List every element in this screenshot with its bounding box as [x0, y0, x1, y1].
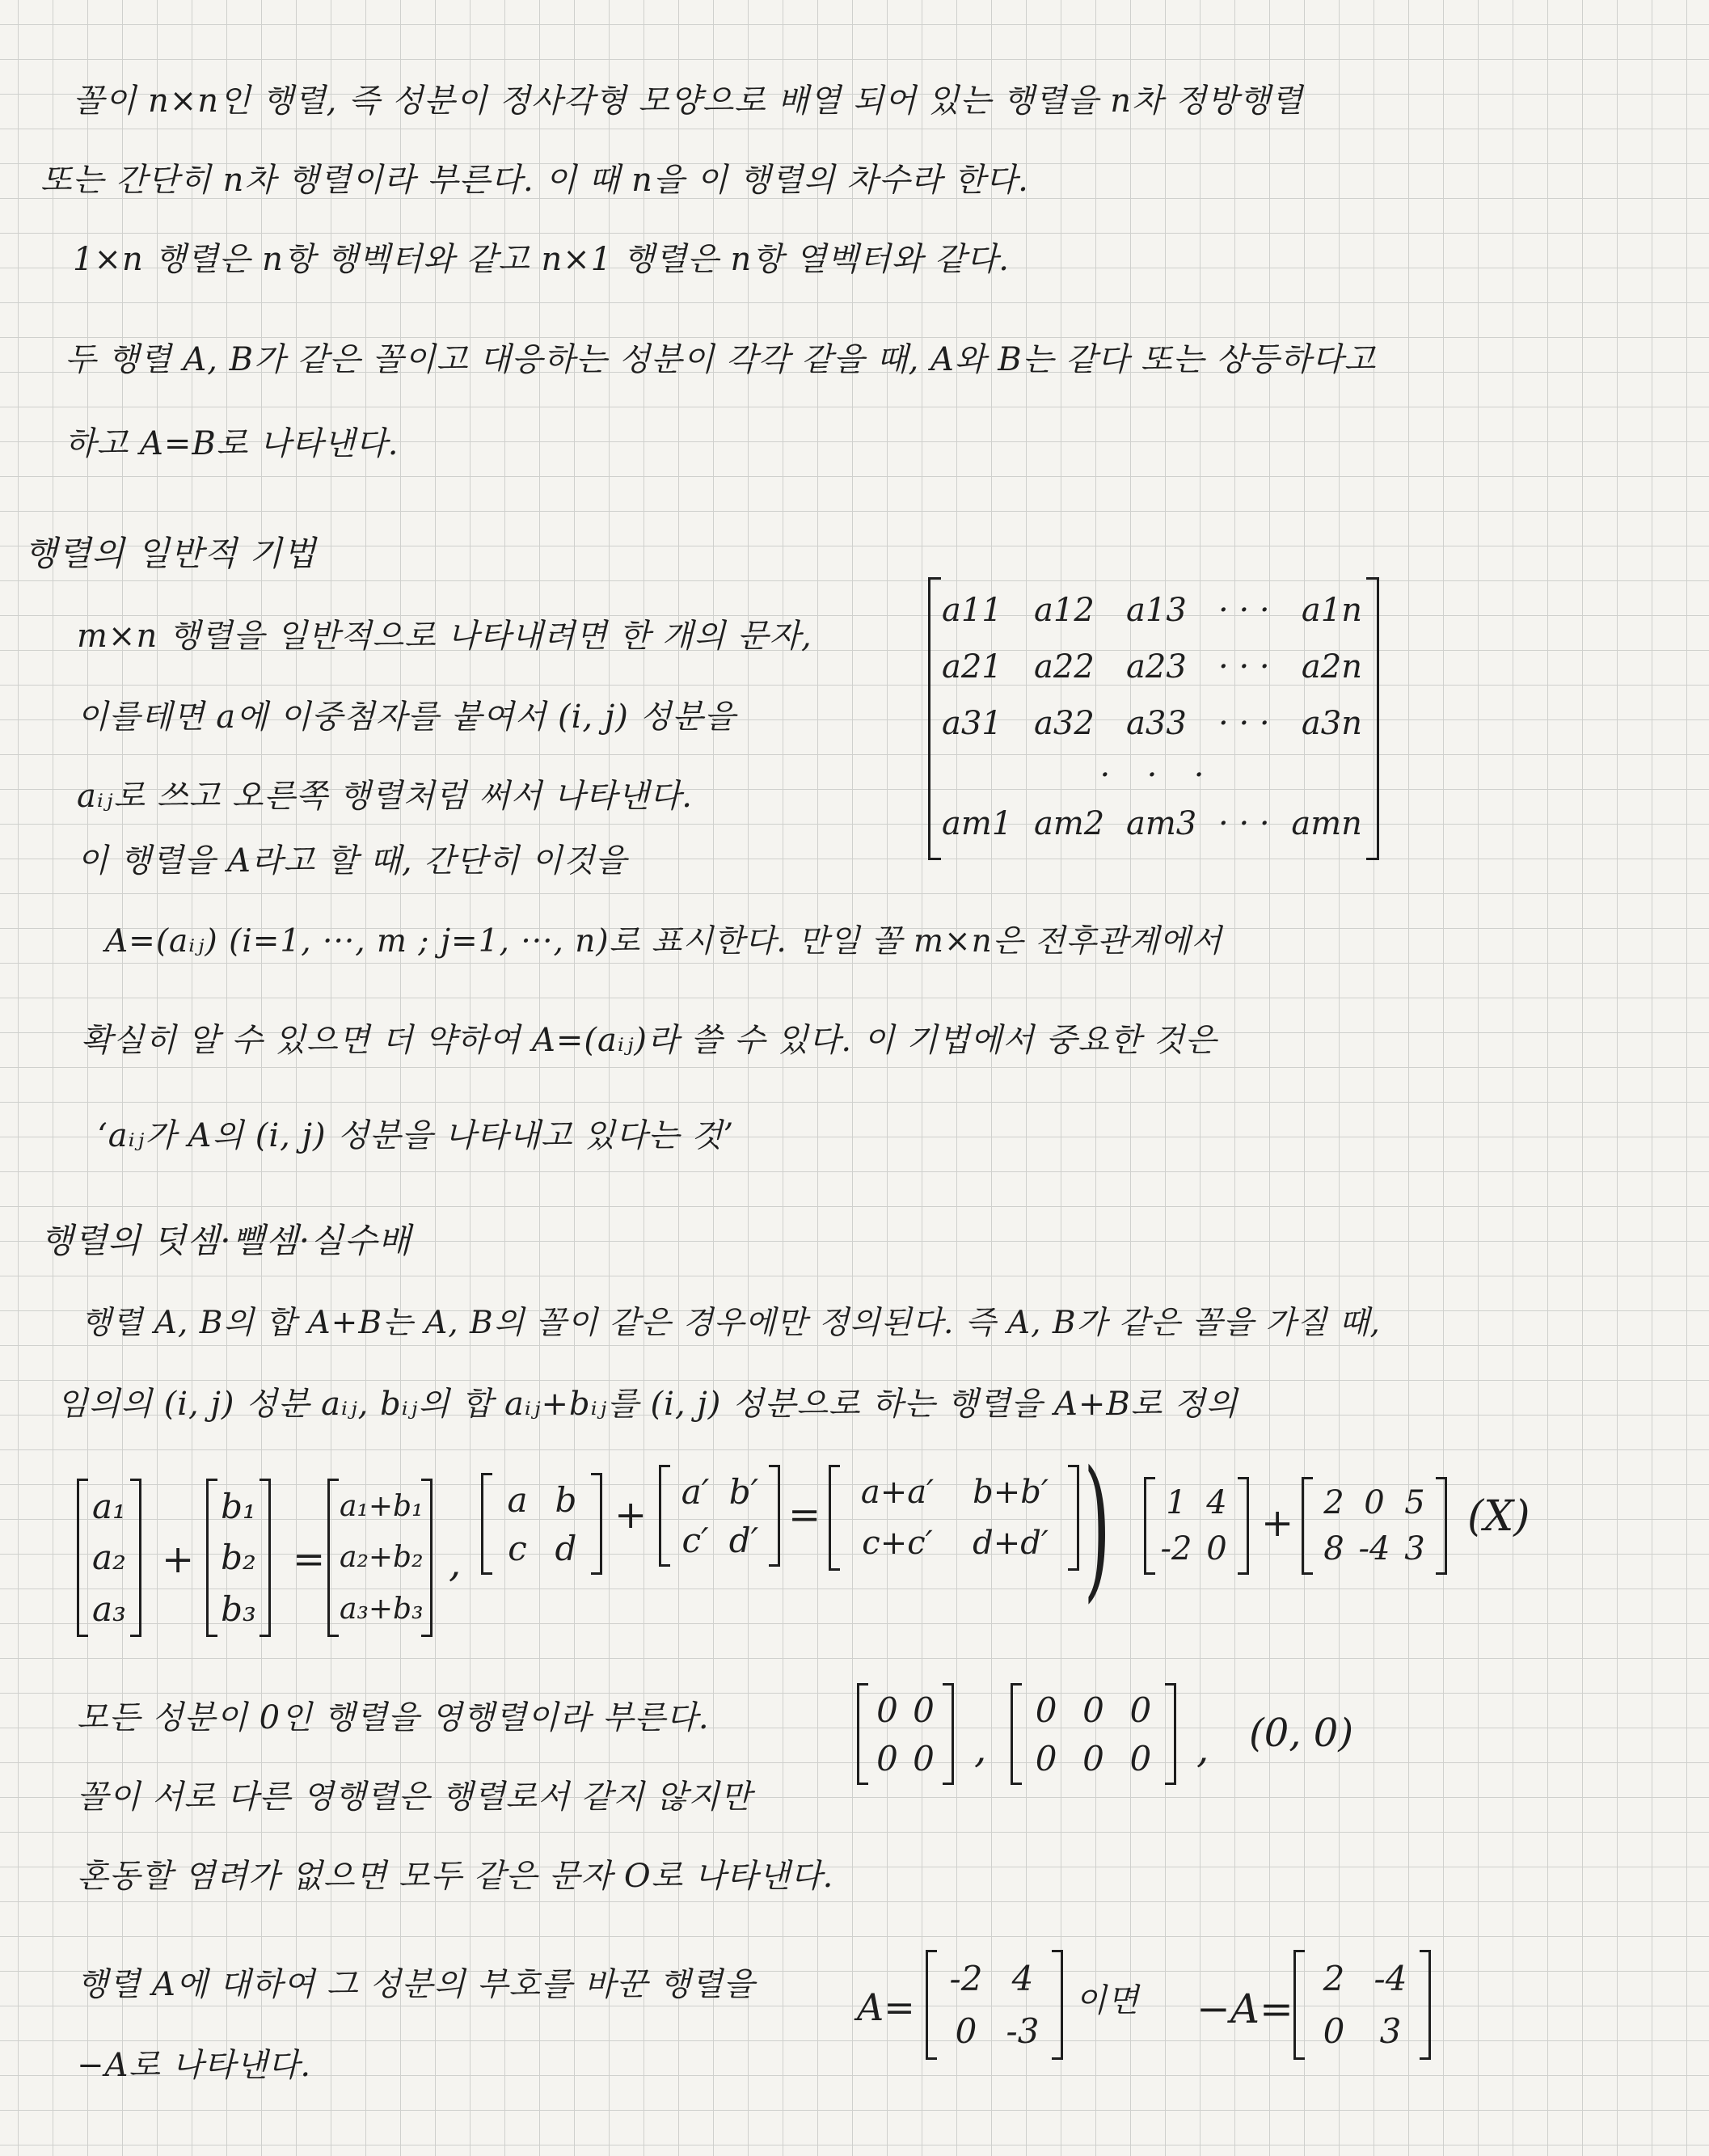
section-heading-general: 행렬의 일반적 기법 — [24, 534, 317, 573]
plus-sign: + — [162, 1537, 195, 1582]
matrix-cell: c — [508, 1528, 527, 1568]
matrix-cell: 1 — [1166, 1483, 1187, 1521]
matrix-cell: 3 — [1379, 2011, 1402, 2051]
matrix-cell: 0 — [1323, 2011, 1345, 2051]
zero-line-3: 혼동할 염려가 없으면 모두 같은 문자 O로 나타낸다. — [77, 1858, 834, 1895]
intro-line-2: 또는 간단히 n차 행렬이라 부른다. 이 때 n을 이 행렬의 차수라 한다. — [40, 162, 1029, 199]
matrix-2x2-sum — [829, 1467, 1079, 1568]
equals-sign: = — [293, 1537, 326, 1582]
matrix-cell: 0 — [1129, 1738, 1152, 1778]
column-vector-b — [206, 1481, 271, 1635]
general-line-1: m×n 행렬을 일반적으로 나타내려면 한 개의 문자, — [77, 618, 812, 655]
matrix-cell: · · · — [1218, 592, 1270, 629]
intro-line-3: 1×n 행렬은 n항 행벡터와 같고 n×1 행렬은 n항 열벡터와 같다. — [73, 241, 1010, 278]
general-line-4: 이 행렬을 A라고 할 때, 간단히 이것을 — [77, 842, 627, 880]
vector-entry: a₃ — [92, 1589, 126, 1629]
comma: , — [1196, 1727, 1209, 1772]
matrix-cell: a′ — [681, 1471, 710, 1512]
comma: , — [449, 1541, 462, 1586]
matrix-cell: am3 — [1126, 805, 1197, 842]
matrix-row-2 — [942, 648, 1362, 686]
plus-sign: + — [614, 1492, 648, 1538]
matrix-a-example — [926, 1952, 1063, 2057]
matrix-2x2-a — [481, 1475, 602, 1572]
matrix-cell: -2 — [1160, 1530, 1192, 1568]
plus-sign: + — [1261, 1500, 1294, 1546]
equals-sign: = — [788, 1492, 821, 1538]
matrix-cell: c′ — [681, 1520, 709, 1560]
brace-divider: ) — [1083, 1438, 1111, 1617]
matrix-cell: -4 — [1374, 1959, 1407, 1998]
vector-entry: a₂ — [92, 1538, 126, 1578]
matrix-neg-a — [1293, 1952, 1431, 2057]
general-line-6: 확실히 알 수 있으면 더 약하여 A=(aᵢⱼ)라 쓸 수 있다. 이 기법에서 중요한 것은 — [81, 1022, 1217, 1059]
matrix-cell: a21 — [942, 648, 1002, 686]
matrix-cell: a22 — [1034, 648, 1095, 686]
ops-line-2: 임의의 (i, j) 성분 aᵢⱼ, bᵢⱼ의 합 aᵢⱼ+bᵢⱼ를 (i, j) 성분으로 하는 행렬을 A+B로 정의 — [57, 1386, 1238, 1423]
matrix-row-4 — [942, 757, 1362, 794]
vector-entry: a₂+b₂ — [340, 1541, 424, 1575]
matrix-cell: a13 — [1126, 592, 1187, 629]
matrix-cell: a23 — [1126, 648, 1187, 686]
vector-entry: b₁ — [221, 1487, 256, 1527]
matrix-cell: 0 — [1082, 1738, 1104, 1778]
neg-line-2: −A로 나타낸다. — [77, 2047, 312, 2084]
matrix-cell: 0 — [913, 1690, 935, 1730]
matrix-cell: 0 — [955, 2011, 977, 2051]
general-line-3: aᵢⱼ로 쓰고 오른쪽 행렬처럼 써서 나타낸다. — [77, 778, 693, 815]
general-line-2: 이를테면 a에 이중첨자를 붙여서 (i, j) 성분을 — [77, 698, 736, 736]
matrix-cell: a33 — [1126, 705, 1187, 742]
intro-line-4: 두 행렬 A, B가 같은 꼴이고 대응하는 성분이 각각 같을 때, A와 B는 같다 또는 상등하다고 — [65, 341, 1377, 378]
section-heading-ops: 행렬의 덧셈·뺄셈·실수배 — [40, 1221, 411, 1260]
matrix-cell: a3n — [1301, 705, 1362, 742]
matrix-cell: -4 — [1358, 1530, 1390, 1568]
matrix-cell: b+b′ — [973, 1474, 1049, 1512]
matrix-row-5 — [942, 805, 1362, 842]
neg-rhs: −A= — [1196, 1985, 1293, 2032]
matrix-cell: · · · — [1218, 805, 1270, 842]
matrix-cell: am1 — [942, 805, 1013, 842]
matrix-cell: 0 — [913, 1738, 935, 1778]
matrix-cell: 5 — [1404, 1483, 1425, 1521]
matrix-cell: a — [507, 1479, 528, 1520]
intro-line-5: 하고 A=B로 나타낸다. — [65, 425, 399, 462]
matrix-bad-a — [1144, 1479, 1249, 1572]
ops-line-1: 행렬 A, B의 합 A+B는 A, B의 꼴이 같은 경우에만 정의된다. 즉 A, B가 같은 꼴을 가질 때, — [81, 1305, 1381, 1341]
matrix-cell: 0 — [876, 1690, 898, 1730]
matrix-row-3 — [942, 705, 1362, 742]
matrix-cell: b — [555, 1479, 577, 1520]
comma: , — [974, 1727, 987, 1772]
vector-entry: a₁ — [92, 1487, 126, 1527]
matrix-cell: 0 — [1206, 1530, 1227, 1568]
matrix-row-1 — [942, 592, 1362, 629]
vector-entry: a₁+b₁ — [340, 1490, 424, 1524]
matrix-bad-b — [1302, 1479, 1447, 1572]
matrix-cell: a1n — [1301, 592, 1362, 629]
matrix-cell: 4 — [1011, 1959, 1034, 1998]
matrix-cell: 0 — [1129, 1690, 1152, 1730]
matrix-cell: d′ — [728, 1520, 759, 1560]
zero-line-1: 모든 성분이 0인 행렬을 영행렬이라 부른다. — [77, 1699, 710, 1736]
matrix-cell: a11 — [942, 592, 1002, 629]
matrix-cell: 0 — [1035, 1738, 1057, 1778]
matrix-cell: am2 — [1034, 805, 1105, 842]
neg-lhs: A= — [857, 1985, 915, 2029]
matrix-cell: 4 — [1206, 1483, 1227, 1521]
general-matrix — [928, 577, 1379, 860]
matrix-cell: · — [1193, 757, 1205, 794]
matrix-cell: 3 — [1404, 1530, 1425, 1568]
matrix-cell: amn — [1291, 805, 1362, 842]
matrix-2x2-b — [659, 1467, 780, 1564]
matrix-cell: · — [1146, 757, 1158, 794]
general-line-5: A=(aᵢⱼ) (i=1, ···, m ; j=1, ···, n)로 표시한다. 만일 꼴 m×n은 전후관계에서 — [105, 923, 1222, 960]
zero-matrix-2x3 — [1011, 1686, 1176, 1783]
matrix-cell: 8 — [1323, 1530, 1344, 1568]
column-vector-sum — [327, 1481, 433, 1635]
column-vector-a — [77, 1481, 141, 1635]
neg-line-1: 행렬 A에 대하여 그 성분의 부호를 바꾼 행렬을 — [77, 1966, 756, 2003]
matrix-cell: a32 — [1034, 705, 1095, 742]
matrix-cell: 0 — [1035, 1690, 1057, 1730]
zero-line-2: 꼴이 서로 다른 영행렬은 행렬로서 같지 않지만 — [77, 1778, 753, 1816]
matrix-cell: 2 — [1323, 1483, 1344, 1521]
matrix-cell: c+c′ — [862, 1524, 933, 1562]
neg-condition: 이면 — [1075, 1982, 1140, 2019]
matrix-cell: a31 — [942, 705, 1002, 742]
matrix-cell: · · · — [1218, 648, 1270, 686]
matrix-cell: 0 — [876, 1738, 898, 1778]
vector-entry: b₃ — [221, 1589, 256, 1629]
matrix-cell: -3 — [1006, 2011, 1040, 2051]
matrix-cell: · · · — [1218, 705, 1270, 742]
matrix-cell: · — [1099, 757, 1111, 794]
matrix-cell: a2n — [1301, 648, 1362, 686]
vector-entry: b₂ — [221, 1538, 256, 1578]
matrix-cell: a12 — [1034, 592, 1095, 629]
zero-row-vector: (0, 0) — [1249, 1711, 1354, 1756]
matrix-cell: d+d′ — [973, 1524, 1049, 1562]
intro-line-1: 꼴이 n×n인 행렬, 즉 성분이 정사각형 모양으로 배열 되어 있는 행렬을 n차 정방행렬 — [73, 82, 1303, 120]
invalid-mark: (X) — [1467, 1492, 1530, 1541]
matrix-cell: a+a′ — [860, 1474, 935, 1512]
matrix-cell: b′ — [728, 1471, 759, 1512]
general-line-7: ‘aᵢⱼ가 A의 (i, j) 성분을 나타내고 있다는 것’ — [97, 1117, 735, 1154]
matrix-cell: 0 — [1364, 1483, 1385, 1521]
vector-entry: a₃+b₃ — [340, 1592, 424, 1626]
matrix-cell: -2 — [949, 1959, 983, 1998]
zero-matrix-2x2 — [857, 1686, 954, 1783]
matrix-cell: d — [555, 1528, 577, 1568]
matrix-cell: 0 — [1082, 1690, 1104, 1730]
matrix-cell: 2 — [1323, 1959, 1345, 1998]
